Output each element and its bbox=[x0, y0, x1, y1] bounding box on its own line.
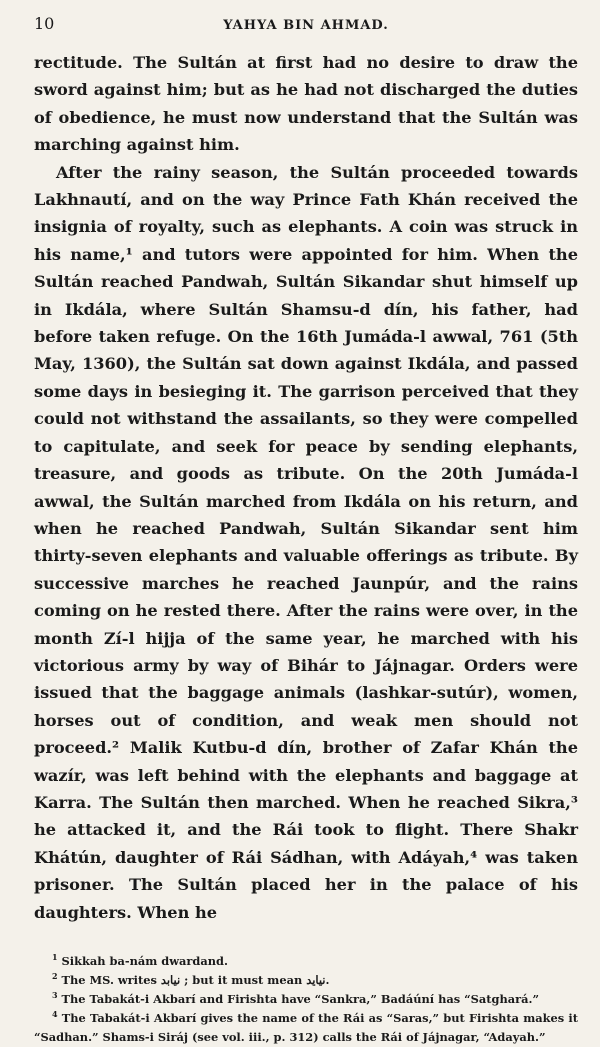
footnote-mark: 4 bbox=[52, 1009, 58, 1020]
paragraph: rectitude. The Sultán at first had no desire to draw the sword against him; but as he had not discharged the duties of obedience, he must now understand that the Sultán was marching against him. bbox=[34, 53, 578, 155]
body-text bbox=[34, 49, 578, 926]
page-number: 10 bbox=[34, 14, 55, 33]
footnote-text: The Tabakát-i Akbarí and Firishta have “Sankra,” Badáúní has “Satghará.” bbox=[61, 992, 540, 1006]
footnote-mark: 2 bbox=[52, 971, 58, 982]
running-title: YAHYA BIN AHMAD. bbox=[223, 18, 389, 33]
footnote bbox=[34, 971, 578, 990]
footnote-mark: 1 bbox=[52, 952, 58, 963]
footnote bbox=[34, 952, 578, 971]
paragraph: After the rainy season, the Sultán proceeded towards Lakhnautí, and on the way Prince Fath Khán received the insignia of royalty, such as elephants. A coin was struck in his name,¹ and tutors were appointed for him. When the Sultán reached Pandwah, Sultán Sikandar shut himself up in Ikdála, where Sultán Shamsu-d dín, his father, had before taken refuge. On the 16th Jumáda-l awwal, 761 (5th May, 1360), the Sultán sat down against Ikdála, and passed some days in besieging it. The garrison perceived that they could not withstand the assailants, so they were compelled to capitulate, and seek for peace by sending elephants, treasure, and goods as tribute. On the 20th Jumáda-l awwal, the Sultán marched from Ikdála on his return, and when he reached Pandwah, Sultán Sikandar sent him thirty-seven elephants and valuable offerings as tribute. By successive marches he reached Jaunpúr, and the rains coming on he rested there. After the rains were over, in the month Zí-l hijja of the same year, he marched with his victorious army by way of Bihár to Jájnagar. Orders were issued that the baggage animals (lashkar-sutúr), women, horses out of condition, and weak men should not proceed.² Malik Kutbu-d dín, brother of Zafar Khán the wazír, was left behind with the elephants and baggage at Karra. The Sultán then marched. When he reached Sikra,³ he attacked it, and the Rái took to flight. There Shakr Khátún, daughter of Rái Sádhan, with Adáyah,⁴ was taken prisoner. The Sultán placed her in the palace of his daughters. When he bbox=[34, 162, 578, 922]
footnote-text: The Tabakát-i Akbarí gives the name of the Rái as “Saras,” but Firishta makes it “Sadhan.” Shams-i Siráj (see vol. iii., p. 312) calls the Rái of Jájnagar, “Adayah.” bbox=[34, 1011, 578, 1044]
footnote bbox=[34, 1009, 578, 1047]
footnote-mark: 3 bbox=[52, 990, 58, 1001]
footnote bbox=[34, 990, 578, 1009]
footnote-text: Sikkah ba-nám dwardand. bbox=[61, 954, 228, 968]
footnotes bbox=[34, 952, 578, 1047]
page-header bbox=[34, 14, 578, 33]
footnote-text: The MS. writes نیابد ; but it must mean نیاید. bbox=[61, 973, 330, 987]
